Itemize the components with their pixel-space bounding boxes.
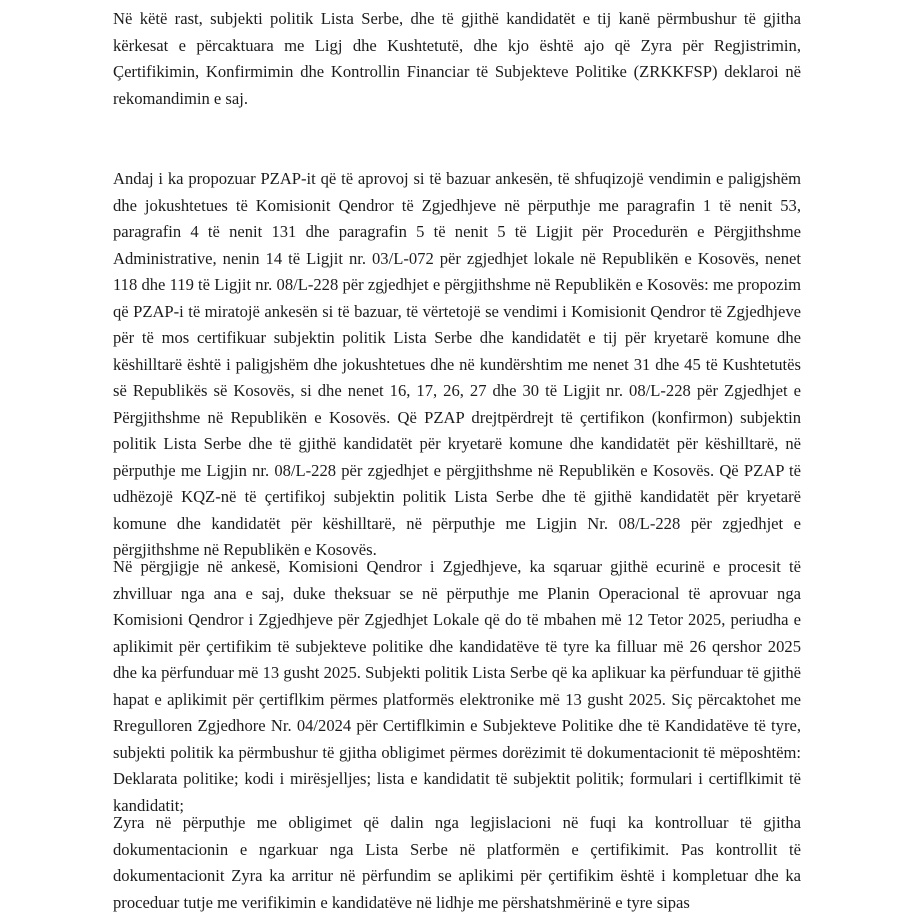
paragraph-3: Në përgjigje në ankesë, Komisioni Qendror i Zgjedhjeve, ka sqaruar gjithë ecurinë e procesit të zhvilluar nga ana e saj, duke theksuar se në përputhje me Planin Operacional të aprovuar nga Komisioni Qendror i Zgjedhjeve për Zgjedhjet Lokale që do të mbahen më 12 Tetor 2025, periudha e aplikimit për çertifikim të subjekteve politike dhe kandidatëve të tyre ka filluar më 26 qershor 2025 dhe ka përfunduar më 13 gusht 2025. Subjekti politik Lista Serbe që ka aplikuar ka përfunduar të gjithë hapat e aplikimit për çertiflkim përmes platformës elektronike më 13 gusht 2025. Siç përcaktohet me Rregulloren Zgjedhore Nr. 04/2024 për Certiflkimin e Subjekteve Politike dhe të Kandidatëve të tyre, subjekti politik ka përmbushur të gjitha obligimet përmes dorëzimit të dokumentacionit të mëposhtëm: Deklarata politike; kodi i mirësjelljes; lista e kandidatit të subjektit politik; formulari i certiflkimit të kandidatit; (113, 557, 801, 815)
paragraph-4: Zyra në përputhje me obligimet që dalin nga legjislacioni në fuqi ka kontrolluar të gjitha dokumentacionin e ngarkuar nga Lista Serbe në platformën e çertifikimit. Pas kontrollit të dokumentacionit Zyra ka arritur në përfundim se aplikimi për çertifikim është i kompletuar dhe ka proceduar tutje me verifikimin e kandidatëve në lidhje me përshatshmërinë e tyre sipas (113, 813, 801, 912)
paragraph-1: Në këtë rast, subjekti politik Lista Serbe, dhe të gjithë kandidatët e tij kanë përmbushur të gjitha kërkesat e përcaktuara me Ligj dhe Kushtetutë, dhe kjo është ajo që Zyra për Regjistrimin, Çertifikimin, Konfirmimin dhe Kontrollin Financiar të Subjekteve Politike (ZRKKFSP) deklaroi në rekomandimin e saj. (113, 9, 801, 108)
paragraph-2: Andaj i ka propozuar PZAP-it që të aprovoj si të bazuar ankesën, të shfuqizojë vendimin e paligjshëm dhe jokushtetues të Komisionit Qendror të Zgjedhjeve në përputhje me paragrafin 1 të nenit 53, paragrafin 4 të nenit 131 dhe paragrafin 5 të nenit 5 të Ligjit për Procedurën e Përgjithshme Administrative, nenin 14 të Ligjit nr. 03/L-072 për zgjedhjet lokale në Republikën e Kosovës, nenet 118 dhe 119 të Ligjit nr. 08/L-228 për zgjedhjet e përgjithshme në Republikën e Kosovës: me propozim që PZAP-i të miratojë ankesën si të bazuar, të vërtetojë se vendimi i Komisionit Qendror të Zgjedhjeve për të mos certifikuar subjektin politik Lista Serbe dhe kandidatët e tij për kryetarë komune dhe këshilltarë është i paligjshëm dhe jokushtetues dhe në kundërshtim me nenet 31 dhe 45 të Kushtetutës së Republikës së Kosovës, si dhe nenet 16, 17, 26, 27 dhe 30 të Ligjit nr. 08/L-228 për Zgjedhjet e Përgjithshme në Republikën e Kosovës. Që PZAP drejtpërdrejt të çertifikon (konfirmon) subjektin politik Lista Serbe dhe të gjithë kandidatët për kryetarë komune dhe kandidatët për këshilltarë, në përputhje me Ligjin nr. 08/L-228 për zgjedhjet e përgjithshme në Republikën e Kosovës. Që PZAP të udhëzojë KQZ-në të çertifikoj subjektin politik Lista Serbe dhe të gjithë kandidatët për kryetarë komune dhe kandidatët për këshilltarë, në përputhje me Ligjin Nr. 08/L-228 për zgjedhjet e përgjithshme në Republikën e Kosovës. (113, 169, 801, 559)
